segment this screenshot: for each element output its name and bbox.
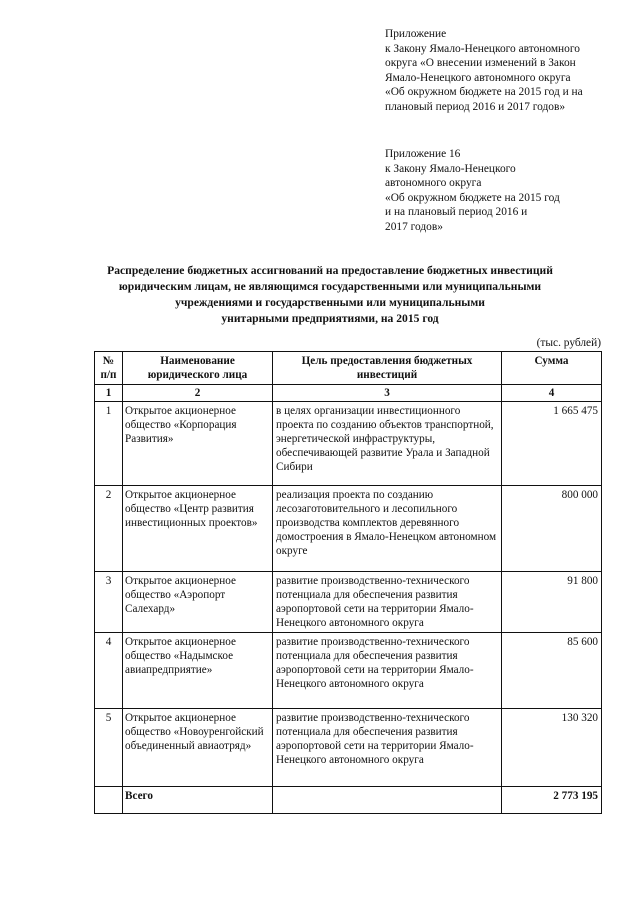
row-sum: 91 800 <box>502 572 602 633</box>
annex-line: к Закону Ямало-Ненецкого автономного <box>385 42 580 55</box>
header-org: Наименование юридического лица <box>123 352 273 385</box>
annex-line: плановый период 2016 и 2017 годов» <box>385 100 566 113</box>
annex-line: Приложение <box>385 28 447 40</box>
title-line: Распределение бюджетных ассигнований на предоставление бюджетных инвестиций <box>107 264 553 277</box>
table-row <box>95 486 602 572</box>
annex16-line: 2017 годов» <box>385 220 443 233</box>
title-line: юридическим лицам, не являющимся государственными или муниципальными <box>118 280 542 293</box>
header-purpose: Цель предоставления бюджетных инвестиций <box>273 352 502 385</box>
table-row <box>95 633 602 709</box>
total-label: Всего <box>123 787 273 814</box>
units-label: (тыс. рублей) <box>536 337 601 349</box>
annex16-line: «Об окружном бюджете на 2015 год <box>385 191 560 204</box>
row-sum: 800 000 <box>502 486 602 572</box>
row-org: Открытое акционерное общество «Корпорация Развития» <box>123 402 273 486</box>
row-purpose: реализация проекта по созданию лесозаготовительного и лесопильного производства комплектов деревянного домостроения в Ямало-Ненецком автономном округе <box>273 486 502 572</box>
row-purpose: в целях организации инвестиционного проекта по созданию объектов транспортной, энергетической инфраструктуры, обеспечивающей развитие Урала и Западной Сибири <box>273 402 502 486</box>
row-num: 2 <box>95 486 123 572</box>
annex16-line: Приложение 16 <box>385 148 461 160</box>
annex-header <box>385 27 583 115</box>
annex16-line: автономного округа <box>385 177 482 190</box>
total-sum: 2 773 195 <box>502 787 602 814</box>
row-num: 3 <box>95 572 123 633</box>
title-line: учреждениями и государственными или муниципальными <box>175 296 485 309</box>
col-number: 1 <box>95 385 123 402</box>
row-num: 4 <box>95 633 123 709</box>
column-number-row <box>95 385 602 402</box>
row-org: Открытое акционерное общество «Аэропорт Салехард» <box>123 572 273 633</box>
annex-line: округа «О внесении изменений в Закон <box>385 57 576 70</box>
annex16-line: к Закону Ямало-Ненецкого <box>385 162 516 175</box>
col-number: 2 <box>123 385 273 402</box>
row-purpose: развитие производственно-технического потенциала для обеспечения развития аэропортовой сети на территории Ямало-Ненецкого автономного округа <box>273 709 502 787</box>
col-number: 3 <box>273 385 502 402</box>
annex16-header <box>385 147 560 235</box>
annex-line: Ямало-Ненецкого автономного округа <box>385 71 571 84</box>
allocation-table <box>94 351 602 814</box>
row-org: Открытое акционерное общество «Центр развития инвестиционных проектов» <box>123 486 273 572</box>
table-header-row <box>95 352 602 385</box>
row-sum: 1 665 475 <box>502 402 602 486</box>
total-row <box>95 787 602 814</box>
document-title <box>100 263 560 327</box>
table-row <box>95 709 602 787</box>
annex16-line: и на плановый период 2016 и <box>385 206 528 219</box>
table-row <box>95 572 602 633</box>
row-num: 5 <box>95 709 123 787</box>
table-row <box>95 402 602 486</box>
header-num: № п/п <box>95 352 123 385</box>
title-line: унитарными предприятиями, на 2015 год <box>221 312 439 325</box>
row-org: Открытое акционерное общество «Новоуренгойский объединенный авиаотряд» <box>123 709 273 787</box>
total-purpose-cell <box>273 787 502 814</box>
row-purpose: развитие производственно-технического потенциала для обеспечения развития аэропортовой сети на территории Ямало-Ненецкого автономного округа <box>273 633 502 709</box>
header-sum: Сумма <box>502 352 602 385</box>
row-sum: 85 600 <box>502 633 602 709</box>
total-num-cell <box>95 787 123 814</box>
row-sum: 130 320 <box>502 709 602 787</box>
col-number: 4 <box>502 385 602 402</box>
row-org: Открытое акционерное общество «Надымское авиапредприятие» <box>123 633 273 709</box>
row-num: 1 <box>95 402 123 486</box>
row-purpose: развитие производственно-технического потенциала для обеспечения развития аэропортовой сети на территории Ямало-Ненецкого автономного округа <box>273 572 502 633</box>
annex-line: «Об окружном бюджете на 2015 год и на <box>385 86 583 99</box>
